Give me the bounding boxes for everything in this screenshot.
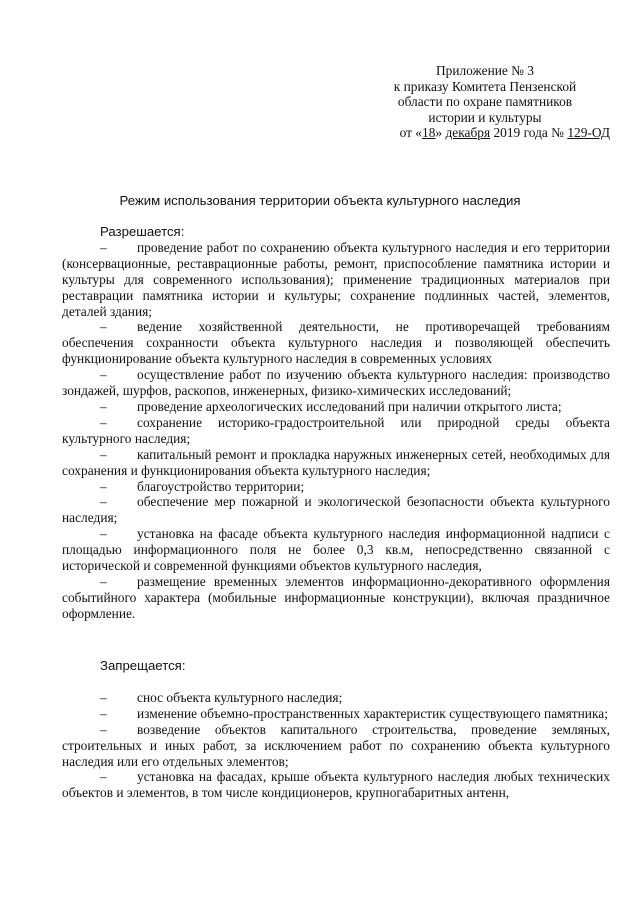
item-text: сохранение историко-градостроительной или природной среды объекта культурного наследия; [62,414,610,446]
order-date-line [360,125,610,141]
item-text: изменение объемно-пространственных характеристик существующего памятника; [137,705,608,721]
annex-title: Приложение № 3 [435,63,535,78]
order-year-text: 2019 года № [490,125,568,140]
allowed-item [62,494,610,526]
dash-bullet: – [100,319,107,335]
annex-line: к приказу Комитета Пензенской [393,78,577,94]
annex-line: области по охране памятников [397,94,573,109]
allowed-item [62,415,610,447]
date-mid: » [435,125,446,140]
item-text: проведение археологических исследований при наличии открытого листа; [137,398,562,414]
allowed-section [62,224,610,622]
allowed-item [62,319,610,367]
dash-bullet: – [100,689,107,705]
dash-bullet: – [100,705,107,721]
annex-line: истории и культуры [428,109,542,125]
order-month: декабря [445,125,491,140]
order-number: 129-ОД [567,125,610,140]
dash-bullet: – [100,398,107,414]
forbidden-item [62,706,610,722]
dash-bullet: – [100,721,107,737]
allowed-item [62,447,610,479]
dash-bullet: – [100,526,107,542]
item-text: снос объекта культурного наследия; [137,689,343,705]
dash-bullet: – [100,367,107,383]
allowed-item [62,367,610,399]
forbidden-heading: Запрещается: [100,658,186,673]
item-text: возведение объектов капитального строительства, проведение земляных, строительных и иных работ, за исключением работ по сохранению объекта культурного наследия или его отдельных элементов; [62,721,610,769]
item-text: установка на фасадах, крыше объекта культурного наследия любых технических объектов и элементов, в том числе кондиционеров, крупногабаритных антенн, [62,769,610,801]
dash-bullet: – [100,769,107,785]
annex-header [360,63,610,141]
item-text: капитальный ремонт и прокладка наружных инженерных сетей, необходимых для сохранения и функционирования объекта культурного наследия; [62,446,610,478]
item-text: благоустройство территории; [137,478,305,494]
dash-bullet: – [100,573,107,589]
dash-bullet: – [100,239,107,255]
dash-bullet: – [100,414,107,430]
forbidden-item [62,769,610,801]
item-text: установка на фасаде объекта культурного наследия информационной надписи с площадью информационного поля не более 0,3 кв.м, непосредственно связанной с исторической и современной функциями объектов культурного наследия, [62,526,610,574]
dash-bullet: – [100,478,107,494]
forbidden-item [62,722,610,770]
document-title: Режим использования территории объекта культурного наследия [119,193,521,208]
forbidden-item [62,690,610,706]
allowed-item [62,479,610,495]
allowed-item [62,574,610,622]
item-text: проведение работ по сохранению объекта культурного наследия и его территории (консервационные, реставрационные работы, ремонт, приспособление памятника истории и культуры для современного использования); применение традиционных материалов при реставрации памятника истории и культуры; сохранение подлинных частей, элементов, деталей здания; [62,239,610,319]
item-text: размещение временных элементов информационно-декоративного оформления событийного характера (мобильные информационные конструкции), включая праздничное оформление. [62,573,610,621]
allowed-item [62,240,610,320]
dash-bullet: – [100,494,107,510]
dash-bullet: – [100,446,107,462]
order-day: 18 [422,125,436,140]
date-prefix: от « [399,125,423,140]
item-text: ведение хозяйственной деятельности, не противоречащей требованиям обеспечения сохранности объекта культурного наследия и позволяющей обеспечить функционирование объекта культурного наследия в современных условиях [62,319,610,367]
item-text: обеспечение мер пожарной и экологической безопасности объекта культурного наследия; [62,494,610,526]
forbidden-section [62,658,610,801]
allowed-heading: Разрешается: [100,224,185,239]
item-text: осуществление работ по изучению объекта культурного наследия: производство зондажей, шурфов, раскопов, инженерных, физико-химических исследований; [62,367,610,399]
allowed-item [62,526,610,574]
allowed-item [62,399,610,415]
